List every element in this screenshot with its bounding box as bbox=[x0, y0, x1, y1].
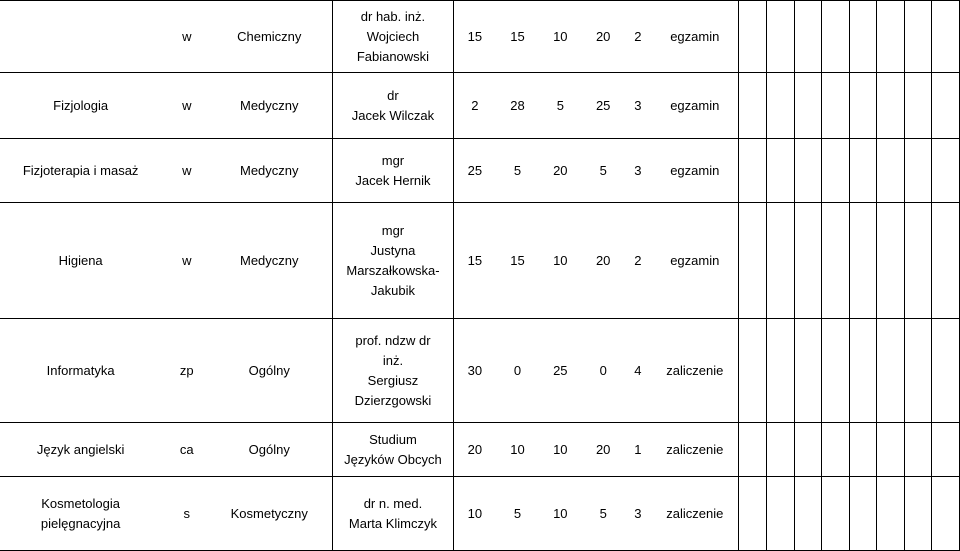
lecturer-cell bbox=[333, 477, 453, 551]
ects-cell: 2 bbox=[625, 203, 652, 319]
assessment-cell: egzamin bbox=[651, 203, 739, 319]
lecturer-line: dr n. med. bbox=[363, 495, 423, 511]
form-cell: zp bbox=[161, 319, 212, 423]
empty-cell bbox=[932, 139, 960, 203]
lecturer-cell bbox=[333, 319, 453, 423]
lecturer-line: Języków Obcych bbox=[344, 451, 442, 467]
empty-cell bbox=[932, 423, 960, 477]
lecturer-line: Jacek Hernik bbox=[355, 172, 431, 188]
lecturer-line: dr hab. inż. bbox=[360, 8, 426, 24]
category-cell: Ogólny bbox=[212, 319, 332, 423]
category-cell: Medyczny bbox=[212, 203, 332, 319]
empty-cell bbox=[739, 319, 767, 423]
empty-cell bbox=[739, 1, 767, 73]
empty-cell bbox=[877, 73, 905, 139]
empty-cell bbox=[822, 203, 850, 319]
empty-cell bbox=[904, 319, 932, 423]
lecturer-line: Jakubik bbox=[370, 282, 415, 298]
ects-cell: 1 bbox=[625, 423, 652, 477]
hours-2-cell: 28 bbox=[496, 73, 539, 139]
lecturer-cell bbox=[333, 73, 453, 139]
hours-3-cell: 10 bbox=[539, 477, 582, 551]
empty-cell bbox=[794, 203, 822, 319]
hours-4-cell: 5 bbox=[582, 477, 625, 551]
lecturer-line: mgr bbox=[381, 222, 405, 238]
form-cell: w bbox=[161, 1, 212, 73]
lecturer-line: Marta Klimczyk bbox=[348, 515, 438, 531]
empty-cell bbox=[822, 1, 850, 73]
lecturer-line: Marszałkowska- bbox=[346, 262, 440, 278]
lecturer-line: inż. bbox=[382, 352, 404, 368]
hours-3-cell: 10 bbox=[539, 423, 582, 477]
empty-cell bbox=[904, 477, 932, 551]
table-row bbox=[0, 73, 960, 139]
table-row bbox=[0, 1, 960, 73]
empty-cell bbox=[766, 139, 794, 203]
lecturer-line: Wojciech bbox=[366, 28, 420, 44]
hours-3-cell: 20 bbox=[539, 139, 582, 203]
form-cell: w bbox=[161, 139, 212, 203]
empty-cell bbox=[932, 319, 960, 423]
form-cell: ca bbox=[161, 423, 212, 477]
subject-cell: Kosmetologia pielęgnacyjna bbox=[0, 477, 161, 551]
hours-4-cell: 0 bbox=[582, 319, 625, 423]
category-cell: Ogólny bbox=[212, 423, 332, 477]
empty-cell bbox=[904, 139, 932, 203]
empty-cell bbox=[739, 423, 767, 477]
hours-2-cell: 5 bbox=[496, 139, 539, 203]
empty-cell bbox=[822, 139, 850, 203]
empty-cell bbox=[849, 203, 877, 319]
subject-cell: Fizjologia bbox=[0, 73, 161, 139]
hours-2-cell: 0 bbox=[496, 319, 539, 423]
empty-cell bbox=[794, 73, 822, 139]
subject-cell: Język angielski bbox=[0, 423, 161, 477]
empty-cell bbox=[739, 203, 767, 319]
empty-cell bbox=[877, 423, 905, 477]
empty-cell bbox=[904, 203, 932, 319]
empty-cell bbox=[877, 319, 905, 423]
category-cell: Medyczny bbox=[212, 73, 332, 139]
ects-cell: 3 bbox=[625, 477, 652, 551]
lecturer-line: dr bbox=[387, 87, 399, 103]
assessment-cell: egzamin bbox=[651, 139, 739, 203]
empty-cell bbox=[849, 423, 877, 477]
subject-cell bbox=[0, 1, 161, 73]
lecturer-line: mgr bbox=[381, 152, 405, 168]
category-cell: Kosmetyczny bbox=[212, 477, 332, 551]
hours-4-cell: 25 bbox=[582, 73, 625, 139]
hours-2-cell: 15 bbox=[496, 1, 539, 73]
lecturer-cell bbox=[333, 139, 453, 203]
ects-cell: 4 bbox=[625, 319, 652, 423]
lecturer-line: Sergiusz bbox=[367, 372, 419, 388]
table-row bbox=[0, 203, 960, 319]
empty-cell bbox=[849, 477, 877, 551]
hours-1-cell: 30 bbox=[453, 319, 496, 423]
hours-3-cell: 25 bbox=[539, 319, 582, 423]
empty-cell bbox=[904, 423, 932, 477]
hours-3-cell: 10 bbox=[539, 203, 582, 319]
table-row bbox=[0, 139, 960, 203]
empty-cell bbox=[849, 73, 877, 139]
empty-cell bbox=[904, 1, 932, 73]
empty-cell bbox=[904, 73, 932, 139]
empty-cell bbox=[822, 73, 850, 139]
hours-3-cell: 5 bbox=[539, 73, 582, 139]
lecturer-line: Dzierzgowski bbox=[354, 392, 432, 408]
ects-cell: 3 bbox=[625, 73, 652, 139]
empty-cell bbox=[849, 1, 877, 73]
ects-cell: 2 bbox=[625, 1, 652, 73]
empty-cell bbox=[849, 139, 877, 203]
category-cell: Medyczny bbox=[212, 139, 332, 203]
empty-cell bbox=[877, 477, 905, 551]
empty-cell bbox=[849, 319, 877, 423]
hours-1-cell: 15 bbox=[453, 1, 496, 73]
lecturer-line: Jacek Wilczak bbox=[351, 107, 435, 123]
lecturer-line: Fabianowski bbox=[356, 48, 430, 64]
hours-2-cell: 5 bbox=[496, 477, 539, 551]
empty-cell bbox=[766, 319, 794, 423]
hours-4-cell: 20 bbox=[582, 423, 625, 477]
lecturer-line: prof. ndzw dr bbox=[355, 332, 431, 348]
hours-4-cell: 20 bbox=[582, 203, 625, 319]
ects-cell: 3 bbox=[625, 139, 652, 203]
hours-4-cell: 20 bbox=[582, 1, 625, 73]
hours-1-cell: 15 bbox=[453, 203, 496, 319]
empty-cell bbox=[794, 139, 822, 203]
empty-cell bbox=[877, 139, 905, 203]
empty-cell bbox=[794, 319, 822, 423]
empty-cell bbox=[932, 73, 960, 139]
empty-cell bbox=[877, 1, 905, 73]
lecturer-cell bbox=[333, 423, 453, 477]
empty-cell bbox=[822, 423, 850, 477]
assessment-cell: egzamin bbox=[651, 73, 739, 139]
empty-cell bbox=[822, 477, 850, 551]
empty-cell bbox=[794, 477, 822, 551]
subject-cell: Informatyka bbox=[0, 319, 161, 423]
hours-1-cell: 20 bbox=[453, 423, 496, 477]
assessment-cell: egzamin bbox=[651, 1, 739, 73]
empty-cell bbox=[766, 1, 794, 73]
lecturer-line: Justyna bbox=[370, 242, 416, 258]
hours-3-cell: 10 bbox=[539, 1, 582, 73]
form-cell: s bbox=[161, 477, 212, 551]
lecturer-line: Studium bbox=[369, 431, 417, 447]
empty-cell bbox=[932, 203, 960, 319]
assessment-cell: zaliczenie bbox=[651, 477, 739, 551]
lecturer-cell bbox=[333, 203, 453, 319]
empty-cell bbox=[932, 477, 960, 551]
table-row bbox=[0, 477, 960, 551]
hours-2-cell: 15 bbox=[496, 203, 539, 319]
empty-cell bbox=[877, 203, 905, 319]
assessment-cell: zaliczenie bbox=[651, 423, 739, 477]
empty-cell bbox=[932, 1, 960, 73]
category-cell: Chemiczny bbox=[212, 1, 332, 73]
subject-cell: Fizjoterapia i masaż bbox=[0, 139, 161, 203]
subject-cell: Higiena bbox=[0, 203, 161, 319]
hours-1-cell: 10 bbox=[453, 477, 496, 551]
lecturer-cell bbox=[333, 1, 453, 73]
assessment-cell: zaliczenie bbox=[651, 319, 739, 423]
table-row bbox=[0, 423, 960, 477]
empty-cell bbox=[794, 423, 822, 477]
empty-cell bbox=[739, 139, 767, 203]
hours-1-cell: 2 bbox=[453, 73, 496, 139]
empty-cell bbox=[766, 423, 794, 477]
empty-cell bbox=[739, 477, 767, 551]
form-cell: w bbox=[161, 203, 212, 319]
empty-cell bbox=[766, 477, 794, 551]
hours-4-cell: 5 bbox=[582, 139, 625, 203]
hours-1-cell: 25 bbox=[453, 139, 496, 203]
hours-2-cell: 10 bbox=[496, 423, 539, 477]
empty-cell bbox=[739, 73, 767, 139]
empty-cell bbox=[766, 73, 794, 139]
table-row bbox=[0, 319, 960, 423]
form-cell: w bbox=[161, 73, 212, 139]
empty-cell bbox=[766, 203, 794, 319]
empty-cell bbox=[822, 319, 850, 423]
empty-cell bbox=[794, 1, 822, 73]
